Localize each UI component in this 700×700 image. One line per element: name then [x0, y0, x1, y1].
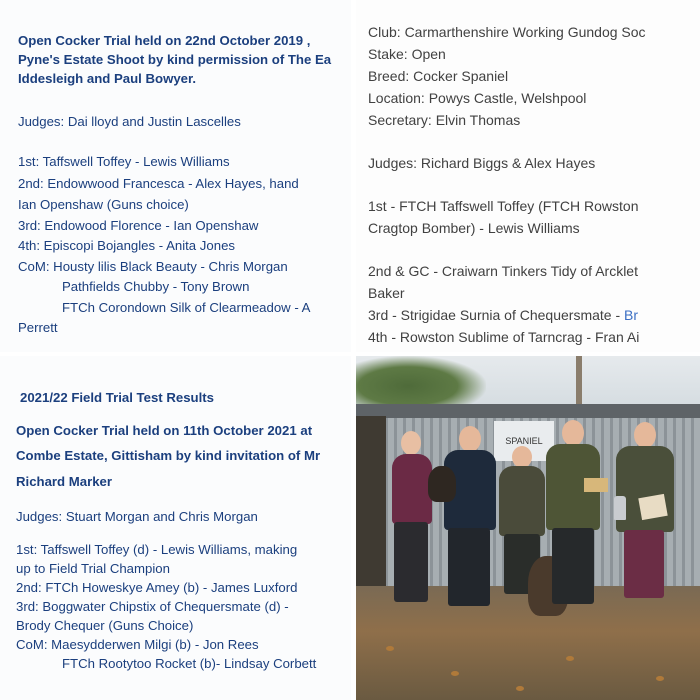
result-3rd: 3rd: Boggwater Chipstix of Chequersmate (d) - — [16, 599, 289, 614]
photo-leaf — [451, 671, 459, 676]
trial-title-line-3: Iddesleigh and Paul Bowyer. — [18, 71, 197, 86]
photo-leaf — [566, 656, 574, 661]
result-4th: 4th: Episcopi Bojangles - Anita Jones — [18, 238, 235, 253]
person-head — [512, 446, 532, 468]
trial-title-line-2: Pyne's Estate Shoot by kind permission of The Ea — [18, 52, 332, 67]
person-vest — [392, 454, 432, 524]
result-1st-cont: up to Field Trial Champion — [16, 561, 170, 576]
result-com-2: Pathfields Chubby - Tony Brown — [62, 279, 250, 294]
results-powys-panel — [356, 0, 700, 352]
result-1st: 1st: Taffswell Toffey (d) - Lewis Williams, making — [16, 542, 298, 557]
photo-shed-roof — [356, 404, 700, 418]
person-head — [459, 426, 481, 452]
result-3rd: 3rd: Endowood Florence - Ian Openshaw — [18, 218, 259, 233]
winners-group-photo — [356, 356, 700, 700]
photo-pole — [576, 356, 582, 411]
person-legs — [394, 522, 428, 602]
results-2019-panel — [0, 0, 351, 352]
person-legs — [448, 528, 490, 606]
trial-title-line-2: Combe Estate, Gittisham by kind invitation of Mr — [16, 448, 321, 463]
result-3rd-highlight: Br — [624, 307, 639, 323]
result-2nd: 2nd: FTCh Howeskye Amey (b) - James Luxford — [16, 580, 298, 595]
stake-line: Stake: Open — [368, 46, 446, 62]
result-com-3: FTCh Corondown Silk of Clearmeadow - A — [62, 300, 311, 315]
result-3rd-cont: Brody Chequer (Guns Choice) — [16, 618, 194, 633]
person-legs — [624, 530, 664, 598]
silver-trophy — [614, 496, 626, 520]
result-3rd-text: 3rd - Strigidae Surnia of Chequersmate - — [368, 307, 625, 323]
judges-line: Judges: Dai lloyd and Justin Lascelles — [18, 114, 241, 129]
person-head — [562, 420, 584, 446]
result-com-1: CoM: Housty lilis Black Beauty - Chris Morgan — [18, 259, 288, 274]
trial-title-line-1: Open Cocker Trial held on 11th October 2021 at — [16, 423, 313, 438]
person-legs — [552, 528, 594, 604]
black-cocker-spaniel — [428, 466, 456, 502]
photo-kennel-sign: SPANIEL — [494, 421, 554, 461]
award-card — [638, 494, 667, 520]
person-head — [634, 422, 656, 448]
person-head — [401, 431, 421, 455]
result-com-1: CoM: Maesydderwen Milgi (b) - Jon Rees — [16, 637, 259, 652]
photo-leaf — [516, 686, 524, 691]
judges-line: Judges: Stuart Morgan and Chris Morgan — [16, 509, 258, 524]
trial-title-line-1: Open Cocker Trial held on 22nd October 2019 , — [18, 33, 311, 48]
result-4th: 4th - Rowston Sublime of Tarncrag - Fran Ai — [368, 329, 640, 345]
results-2021-panel — [0, 356, 351, 700]
result-2nd-cont: Ian Openshaw (Guns choice) — [18, 197, 189, 212]
result-2nd-gc: 2nd & GC - Craiwarn Tinkers Tidy of Arcklet — [368, 263, 638, 279]
photo-leaf — [386, 646, 394, 651]
person-jacket — [499, 466, 545, 536]
breed-line: Breed: Cocker Spaniel — [368, 68, 509, 84]
result-com-2: FTCh Rootytoo Rocket (b)- Lindsay Corbett — [62, 656, 317, 671]
result-3rd — [368, 307, 638, 324]
season-heading: 2021/22 Field Trial Test Results — [20, 390, 214, 405]
photo-leaf — [656, 676, 664, 681]
result-2nd: 2nd: Endowwood Francesca - Alex Hayes, hand — [18, 176, 299, 191]
trophy-box — [584, 478, 608, 492]
secretary-line: Secretary: Elvin Thomas — [368, 112, 521, 128]
judges-line: Judges: Richard Biggs & Alex Hayes — [368, 155, 596, 171]
location-line: Location: Powys Castle, Welshpool — [368, 90, 587, 106]
trial-title-line-3: Richard Marker — [16, 474, 113, 489]
result-1st-cont: Cragtop Bomber) - Lewis Williams — [368, 220, 580, 236]
result-1st: 1st - FTCH Taffswell Toffey (FTCH Rowston — [368, 198, 639, 214]
result-1st: 1st: Taffswell Toffey - Lewis Williams — [18, 154, 230, 169]
result-com-3-cont: Perrett — [18, 320, 58, 335]
result-2nd-gc-cont: Baker — [368, 285, 405, 301]
club-line: Club: Carmarthenshire Working Gundog Soc — [368, 24, 646, 40]
